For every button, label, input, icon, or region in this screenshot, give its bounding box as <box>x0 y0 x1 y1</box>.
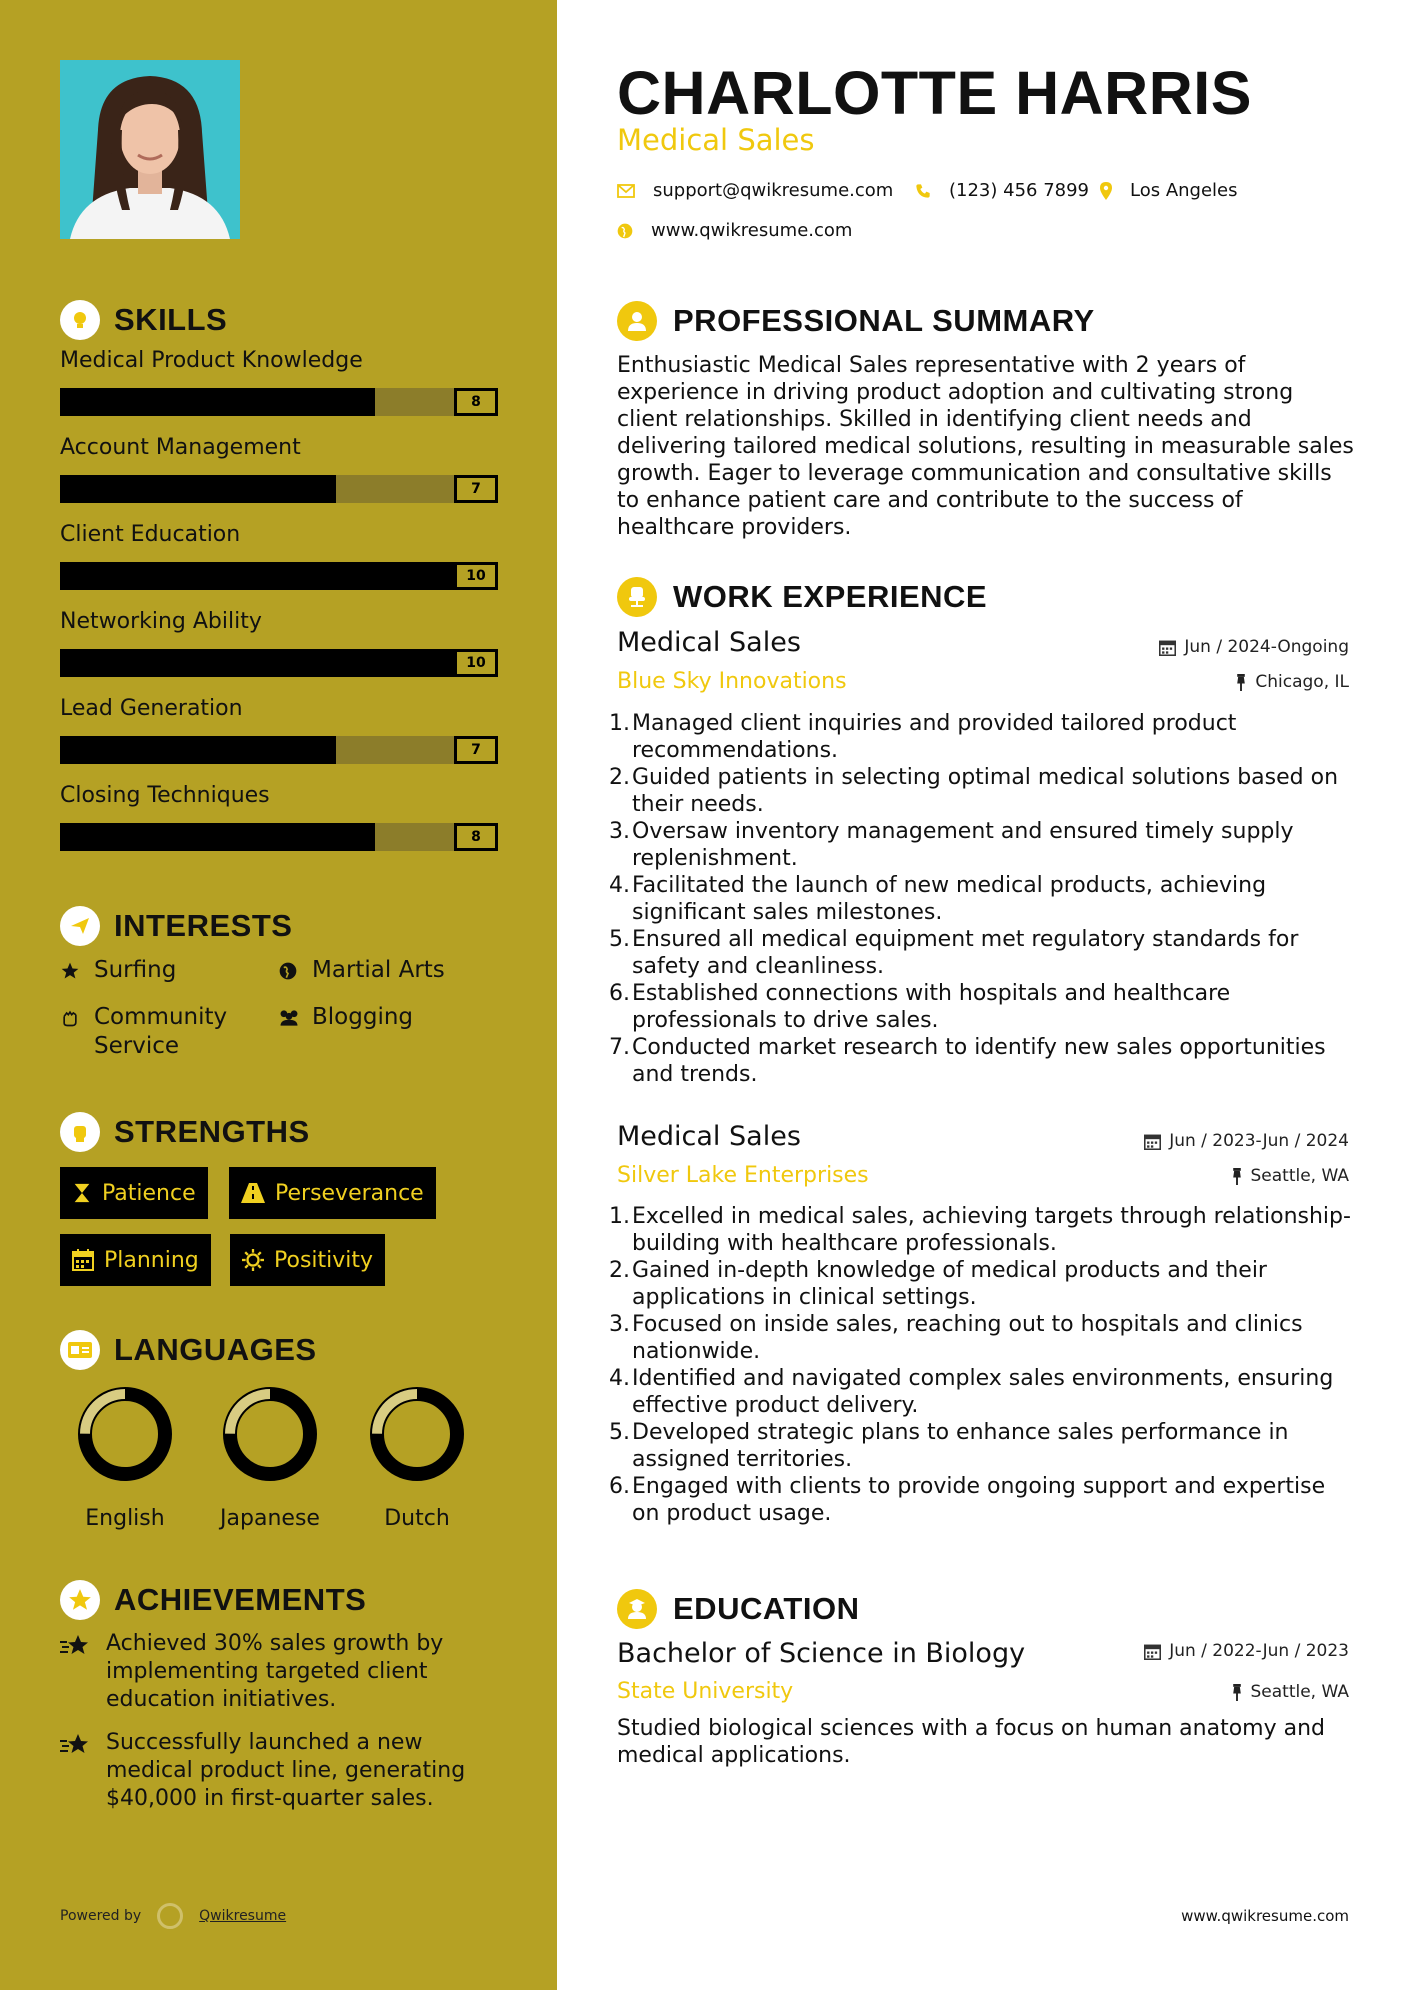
qwikresume-logo-icon <box>157 1903 183 1929</box>
skill-bar <box>60 388 498 416</box>
bullet-item: 4. Facilitated the launch of new medical products, achieving significant sales milestones. <box>617 872 1357 926</box>
bullet-text: Gained in-depth knowledge of medical products and their applications in clinical settings. <box>632 1258 1267 1310</box>
footer-url[interactable]: www.qwikresume.com <box>1181 1907 1349 1925</box>
location-text: Seattle, WA <box>1250 1682 1349 1702</box>
language-item <box>352 1386 482 1531</box>
skill-bar <box>60 562 498 590</box>
bullet-item: 3. Oversaw inventory management and ensured timely supply replenishment. <box>617 818 1357 872</box>
dates-text: Jun / 2024-Ongoing <box>1184 637 1349 657</box>
skill-level: 10 <box>454 649 498 677</box>
job-company: Silver Lake Enterprises <box>617 1163 869 1188</box>
skill-name: Lead Generation <box>60 696 243 721</box>
star-icon <box>60 956 82 985</box>
location-text: Chicago, IL <box>1255 672 1349 692</box>
skill-name: Client Education <box>60 522 241 547</box>
bullet-text: Focused on inside sales, reaching out to hospitals and clinics nationwide. <box>632 1312 1303 1364</box>
language-item <box>60 1386 190 1531</box>
bullet-item: 6. Established connections with hospitals and healthcare professionals to drive sales. <box>617 980 1357 1034</box>
hand-icon <box>60 1003 82 1032</box>
interest-label: Surfing <box>94 957 177 983</box>
bullet-text: Managed client inquiries and provided tailored product recommendations. <box>632 711 1237 763</box>
globe-icon <box>617 223 633 239</box>
bullet-item: 1. Managed client inquiries and provided tailored product recommendations. <box>617 710 1357 764</box>
candidate-name: CHARLOTTE HARRIS <box>617 59 1252 127</box>
bullet-text: Engaged with clients to provide ongoing support and expertise on product usage. <box>632 1474 1326 1526</box>
education-dates <box>1144 1641 1349 1661</box>
language-ring <box>369 1386 465 1482</box>
summary-title: PROFESSIONAL SUMMARY <box>673 303 1095 338</box>
location-text: Seattle, WA <box>1250 1166 1349 1186</box>
skill-level: 7 <box>454 475 498 503</box>
skills-list <box>60 348 510 870</box>
skills-header <box>60 300 510 340</box>
office-chair-icon <box>617 577 657 617</box>
achievements-title: ACHIEVEMENTS <box>114 1582 367 1617</box>
achievement-text: Successfully launched a new medical product line, generating $40,000 in first-quarter sales. <box>106 1730 466 1811</box>
education-description: Studied biological sciences with a focus on human anatomy and medical applications. <box>617 1716 1326 1768</box>
pushpin-icon <box>1235 674 1247 691</box>
job-bullets <box>609 710 1357 1088</box>
skill-fill <box>60 388 375 416</box>
job-title: Medical Sales <box>617 1121 801 1152</box>
education-location <box>1231 1682 1350 1702</box>
location-text: Los Angeles <box>1130 180 1238 201</box>
shooting-star-icon <box>60 1731 94 1765</box>
achievement-text: Achieved 30% sales growth by implementing targeted client education initiatives. <box>106 1631 444 1712</box>
skill-item <box>60 522 510 609</box>
contact-website[interactable] <box>617 220 852 241</box>
language-card-icon <box>60 1330 100 1370</box>
bullet-item: 2. Guided patients in selecting optimal medical solutions based on their needs. <box>617 764 1357 818</box>
strength-badge <box>60 1167 208 1219</box>
languages-title: LANGUAGES <box>114 1332 317 1367</box>
paper-plane-icon <box>60 906 100 946</box>
strength-label: Planning <box>104 1247 199 1273</box>
phone-icon <box>915 183 931 199</box>
bullet-item: 5. Developed strategic plans to enhance sales performance in assigned territories. <box>617 1419 1357 1473</box>
school-name: State University <box>617 1679 794 1704</box>
job-location <box>1231 1166 1350 1186</box>
dates-text: Jun / 2023-Jun / 2024 <box>1169 1131 1349 1151</box>
map-pin-icon <box>1100 182 1112 200</box>
calendar-icon <box>72 1249 94 1271</box>
bullet-text: Ensured all medical equipment met regulatory standards for safety and cleanliness. <box>632 927 1299 979</box>
globe-icon <box>278 956 300 985</box>
skill-name: Closing Techniques <box>60 783 270 808</box>
skill-fill <box>60 649 454 677</box>
profile-photo <box>60 60 240 239</box>
language-ring <box>77 1386 173 1482</box>
achievements-header <box>60 1580 510 1620</box>
contact-phone[interactable] <box>915 180 1089 201</box>
bullet-item: 4. Identified and navigated complex sales environments, ensuring effective product delivery. <box>617 1365 1357 1419</box>
qwikresume-link[interactable]: Qwikresume <box>199 1908 287 1924</box>
summary-header <box>617 300 1095 342</box>
strength-label: Positivity <box>274 1247 374 1273</box>
interest-label: Blogging <box>312 1004 414 1030</box>
skill-item <box>60 348 510 435</box>
skill-item <box>60 696 510 783</box>
interests-title: INTERESTS <box>114 908 293 943</box>
bullet-item: 3. Focused on inside sales, reaching out to hospitals and clinics nationwide. <box>617 1311 1357 1365</box>
skill-bar <box>60 736 498 764</box>
interest-item <box>60 1003 250 1061</box>
bullet-item: 2. Gained in-depth knowledge of medical products and their applications in clinical settings. <box>617 1257 1357 1311</box>
fist-icon <box>60 1112 100 1152</box>
interest-item <box>278 1003 413 1032</box>
bullet-item: 1. Excelled in medical sales, achieving targets through relationship-building with healthcare professionals. <box>617 1203 1357 1257</box>
skill-level: 10 <box>454 562 498 590</box>
bullet-item: 5. Ensured all medical equipment met regulatory standards for safety and cleanliness. <box>617 926 1357 980</box>
bullet-text: Established connections with hospitals and healthcare professionals to drive sales. <box>632 981 1231 1033</box>
bullet-text: Excelled in medical sales, achieving targets through relationship-building with healthcare professionals. <box>632 1204 1351 1256</box>
skill-level: 8 <box>454 388 498 416</box>
powered-by-label: Powered by <box>60 1908 142 1924</box>
calendar-icon <box>1159 639 1176 656</box>
skill-level: 8 <box>454 823 498 851</box>
dates-text: Jun / 2022-Jun / 2023 <box>1169 1641 1349 1661</box>
job-title: Medical Sales <box>617 627 801 658</box>
skill-item <box>60 435 510 522</box>
envelope-icon <box>617 184 635 198</box>
summary-text: Enthusiastic Medical Sales representative with 2 years of experience in driving product adoption and cultivating strong client relationships. Skilled in identifying client needs and delivering tailored medical solutions, resulting in measurable sales growth. Eager to leverage communication and consultative skills to enhance patient care and contribute to the success of healthcare providers. <box>617 353 1354 540</box>
shooting-star-icon <box>60 1632 94 1666</box>
skill-level: 7 <box>454 736 498 764</box>
hourglass-icon <box>72 1182 92 1204</box>
phone-text: (123) 456 7899 <box>949 180 1090 201</box>
language-name: Dutch <box>384 1506 450 1531</box>
strengths-title: STRENGTHS <box>114 1114 310 1149</box>
interest-item <box>60 956 176 985</box>
job-dates <box>1159 637 1349 657</box>
bullet-item: 6. Engaged with clients to provide ongoing support and expertise on product usage. <box>617 1473 1357 1527</box>
bullet-text: Conducted market research to identify new sales opportunities and trends. <box>632 1035 1326 1087</box>
interest-item <box>278 956 445 985</box>
skill-bar <box>60 649 498 677</box>
language-name: Japanese <box>220 1506 320 1531</box>
skill-bar <box>60 475 498 503</box>
calendar-icon <box>1144 1133 1161 1150</box>
skill-item <box>60 609 510 696</box>
interests-header <box>60 906 510 946</box>
skill-item <box>60 783 510 870</box>
contact-email[interactable] <box>617 180 893 201</box>
languages-header <box>60 1330 510 1370</box>
job-dates <box>1144 1131 1349 1151</box>
interest-label: Martial Arts <box>312 957 445 983</box>
experience-title: WORK EXPERIENCE <box>673 579 988 614</box>
achievements-section <box>60 1580 510 1630</box>
graduate-icon <box>617 1589 657 1629</box>
star-badge-icon <box>60 1580 100 1620</box>
skills-title: SKILLS <box>114 302 228 337</box>
language-item <box>205 1386 335 1531</box>
skill-bar <box>60 823 498 851</box>
sun-icon <box>242 1249 264 1271</box>
achievement-item <box>60 1729 490 1813</box>
job-bullets <box>609 1203 1357 1527</box>
users-icon <box>278 1003 300 1032</box>
bullet-text: Identified and navigated complex sales environments, ensuring effective product delivery. <box>632 1366 1334 1418</box>
strengths-header <box>60 1112 510 1152</box>
skill-fill <box>60 562 454 590</box>
skill-name: Medical Product Knowledge <box>60 348 363 373</box>
email-text: support@qwikresume.com <box>653 180 894 201</box>
interests-section <box>60 906 510 1066</box>
user-icon <box>617 301 657 341</box>
contact-location <box>1100 180 1238 201</box>
languages-section <box>60 1330 510 1530</box>
skill-fill <box>60 736 336 764</box>
pushpin-icon <box>1231 1684 1243 1701</box>
strength-label: Perseverance <box>275 1180 424 1206</box>
skill-name: Networking Ability <box>60 609 262 634</box>
skill-name: Account Management <box>60 435 301 460</box>
strength-label: Patience <box>102 1180 196 1206</box>
strength-badge <box>229 1167 436 1219</box>
achievement-item <box>60 1630 490 1714</box>
sidebar <box>0 0 557 1990</box>
language-ring <box>222 1386 318 1482</box>
interest-label: Community Service <box>94 1004 228 1059</box>
road-icon <box>241 1183 265 1203</box>
skill-fill <box>60 823 375 851</box>
website-text: www.qwikresume.com <box>651 220 853 241</box>
education-header <box>617 1588 859 1630</box>
powered-by <box>60 1903 286 1929</box>
strength-badge <box>60 1234 211 1286</box>
bullet-text: Guided patients in selecting optimal medical solutions based on their needs. <box>632 765 1339 817</box>
candidate-role: Medical Sales <box>617 123 815 157</box>
experience-header <box>617 576 987 618</box>
skills-section <box>60 300 510 870</box>
strength-badge <box>230 1234 385 1286</box>
lightbulb-icon <box>60 300 100 340</box>
education-title: EDUCATION <box>673 1591 860 1626</box>
job-company: Blue Sky Innovations <box>617 669 847 694</box>
bullet-item: 7. Conducted market research to identify new sales opportunities and trends. <box>617 1034 1357 1088</box>
strengths-section <box>60 1112 510 1292</box>
bullet-text: Facilitated the launch of new medical products, achieving significant sales milestones. <box>632 873 1267 925</box>
calendar-icon <box>1144 1643 1161 1660</box>
language-name: English <box>85 1506 165 1531</box>
skill-fill <box>60 475 336 503</box>
bullet-text: Developed strategic plans to enhance sales performance in assigned territories. <box>632 1420 1289 1472</box>
bullet-text: Oversaw inventory management and ensured timely supply replenishment. <box>632 819 1294 871</box>
degree-title: Bachelor of Science in Biology <box>617 1638 1026 1669</box>
pushpin-icon <box>1231 1168 1243 1185</box>
job-location <box>1235 672 1349 692</box>
